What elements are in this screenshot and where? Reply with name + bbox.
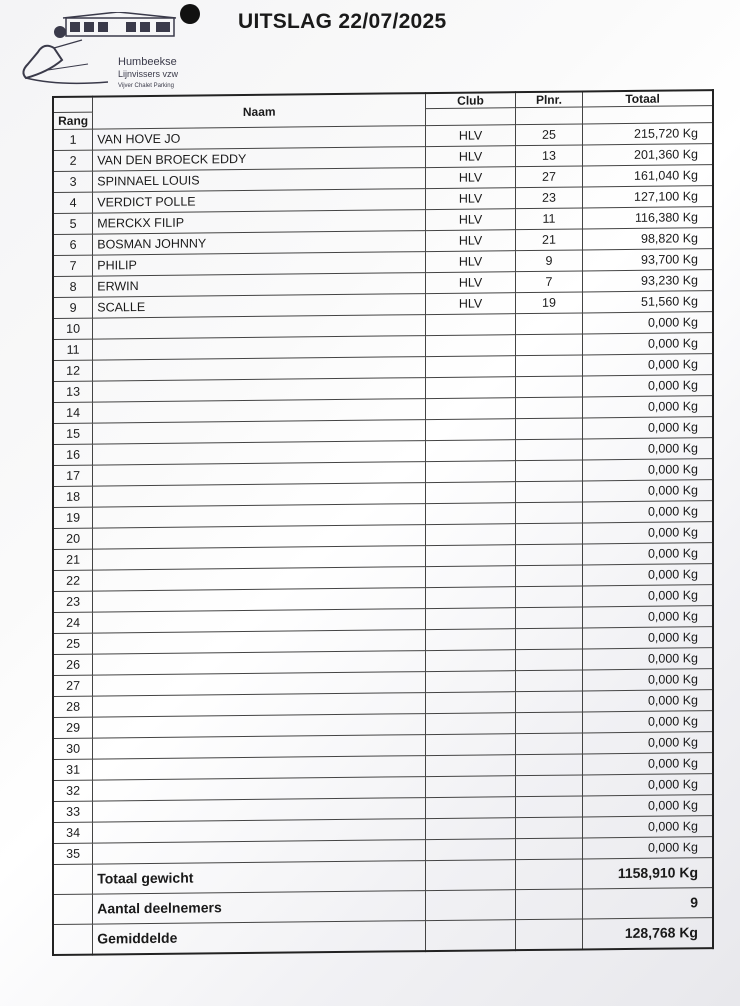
totaal-cell: 0,000 Kg: [583, 711, 713, 733]
results-table: [52, 89, 714, 956]
header-club: Club: [426, 92, 516, 108]
club-cell: [426, 818, 516, 840]
club-cell: HLV: [426, 209, 516, 231]
header-club-spacer: [426, 108, 516, 126]
naam-cell: PHILIP: [93, 252, 426, 276]
summary-body: [53, 858, 713, 955]
plnr-cell: 9: [515, 250, 582, 272]
totaal-cell: 0,000 Kg: [583, 354, 713, 376]
plnr-cell: 27: [515, 166, 582, 188]
club-cell: HLV: [426, 146, 516, 168]
plnr-cell: [515, 712, 582, 734]
plnr-cell: 25: [515, 124, 582, 146]
club-cell: [426, 650, 516, 672]
naam-cell: MERCKX FILIP: [93, 210, 426, 234]
totaal-cell: 0,000 Kg: [583, 816, 713, 838]
plnr-cell: 13: [515, 145, 582, 167]
club-cell: [426, 797, 516, 819]
naam-cell: SPINNAEL LOUIS: [93, 168, 426, 192]
logo-line-3: Vijver Chalet Parking: [118, 83, 174, 89]
plnr-cell: [515, 775, 582, 797]
rang-cell: 23: [53, 591, 93, 612]
totaal-cell: 0,000 Kg: [583, 375, 713, 397]
rang-cell: 34: [53, 822, 93, 843]
club-cell: [426, 440, 516, 462]
totaal-cell: 0,000 Kg: [583, 543, 713, 565]
plnr-cell: [515, 817, 582, 839]
rang-cell: 33: [53, 801, 93, 822]
totaal-cell: 0,000 Kg: [583, 795, 713, 817]
plnr-cell: [515, 544, 582, 566]
club-cell: [426, 335, 516, 357]
totaal-cell: 0,000 Kg: [583, 669, 713, 691]
club-cell: [426, 776, 516, 798]
totaal-cell: 93,230 Kg: [583, 270, 713, 292]
logo-text: [118, 56, 178, 92]
totaal-cell: 0,000 Kg: [583, 312, 713, 334]
totaal-cell: 51,560 Kg: [583, 291, 713, 313]
summary-spacer: [515, 919, 582, 950]
totaal-cell: 0,000 Kg: [583, 396, 713, 418]
summary-spacer: [53, 864, 93, 894]
plnr-cell: [515, 565, 582, 587]
logo-line-1: Humbeekse: [118, 56, 177, 68]
rang-cell: 7: [53, 255, 93, 276]
rang-cell: 30: [53, 738, 93, 759]
summary-value: 9: [583, 888, 713, 919]
rang-cell: 17: [53, 465, 93, 486]
totaal-cell: 93,700 Kg: [583, 249, 713, 271]
rang-cell: 20: [53, 528, 93, 549]
rang-cell: 19: [53, 507, 93, 528]
plnr-cell: [515, 607, 582, 629]
plnr-cell: [515, 418, 582, 440]
plnr-cell: [515, 355, 582, 377]
plnr-cell: [515, 796, 582, 818]
rang-cell: 25: [53, 633, 93, 654]
club-cell: [426, 524, 516, 546]
club-cell: [426, 713, 516, 735]
club-cell: [426, 482, 516, 504]
rang-cell: 28: [53, 696, 93, 717]
rang-cell: 6: [53, 234, 93, 255]
summary-label: Totaal gewicht: [93, 861, 426, 894]
summary-value: 128,768 Kg: [583, 918, 713, 950]
club-cell: HLV: [426, 188, 516, 210]
totaal-cell: 0,000 Kg: [583, 333, 713, 355]
rang-cell: 32: [53, 780, 93, 801]
club-cell: [426, 461, 516, 483]
totaal-cell: 0,000 Kg: [583, 522, 713, 544]
totaal-cell: 0,000 Kg: [583, 564, 713, 586]
header-totaal: Totaal: [583, 90, 713, 107]
rang-cell: 5: [53, 213, 93, 234]
summary-label: Aantal deelnemers: [93, 891, 426, 924]
rang-cell: 31: [53, 759, 93, 780]
club-cell: [426, 755, 516, 777]
club-cell: [426, 503, 516, 525]
header-totaal-spacer: [583, 106, 713, 124]
totaal-cell: 0,000 Kg: [583, 753, 713, 775]
plnr-cell: 23: [515, 187, 582, 209]
totaal-cell: 0,000 Kg: [583, 438, 713, 460]
header-naam: Naam: [93, 93, 426, 129]
plnr-cell: [515, 460, 582, 482]
summary-spacer: [53, 894, 93, 924]
rang-cell: 26: [53, 654, 93, 675]
club-cell: [426, 398, 516, 420]
plnr-cell: 21: [515, 229, 582, 251]
club-cell: [426, 629, 516, 651]
club-cell: [426, 734, 516, 756]
results-body: [53, 123, 713, 865]
rang-cell: 9: [53, 297, 93, 318]
summary-spacer: [426, 890, 516, 921]
plnr-cell: 7: [515, 271, 582, 293]
summary-spacer: [53, 924, 93, 955]
club-cell: [426, 587, 516, 609]
totaal-cell: 0,000 Kg: [583, 417, 713, 439]
rang-cell: 29: [53, 717, 93, 738]
plnr-cell: [515, 670, 582, 692]
totaal-cell: 0,000 Kg: [583, 774, 713, 796]
club-cell: [426, 377, 516, 399]
plnr-cell: [515, 397, 582, 419]
rang-cell: 16: [53, 444, 93, 465]
summary-value: 1158,910 Kg: [583, 858, 713, 889]
club-cell: [426, 356, 516, 378]
naam-cell: BOSMAN JOHNNY: [93, 231, 426, 255]
plnr-cell: [515, 733, 582, 755]
club-cell: [426, 671, 516, 693]
summary-spacer: [515, 889, 582, 920]
plnr-cell: [515, 376, 582, 398]
rang-cell: 2: [53, 150, 93, 171]
totaal-cell: 0,000 Kg: [583, 732, 713, 754]
club-cell: [426, 566, 516, 588]
club-cell: HLV: [426, 251, 516, 273]
page-title: UITSLAG 22/07/2025: [238, 10, 447, 33]
header-plnr: Plnr.: [515, 91, 582, 107]
plnr-cell: [515, 502, 582, 524]
rang-cell: 27: [53, 675, 93, 696]
totaal-cell: 215,720 Kg: [583, 123, 713, 145]
totaal-cell: 161,040 Kg: [583, 165, 713, 187]
club-cell: HLV: [426, 167, 516, 189]
rang-cell: 22: [53, 570, 93, 591]
naam-cell: VAN HOVE JO: [93, 126, 426, 150]
club-cell: [426, 839, 516, 861]
naam-cell: SCALLE: [93, 294, 426, 318]
rang-cell: 1: [53, 129, 93, 150]
rang-cell: 35: [53, 843, 93, 864]
totaal-cell: 0,000 Kg: [583, 627, 713, 649]
plnr-cell: [515, 628, 582, 650]
totaal-cell: 201,360 Kg: [583, 144, 713, 166]
club-cell: [426, 419, 516, 441]
rang-cell: 3: [53, 171, 93, 192]
totaal-cell: 98,820 Kg: [583, 228, 713, 250]
header-rang: Rang: [53, 112, 93, 129]
club-cell: [426, 314, 516, 336]
rang-cell: 10: [53, 318, 93, 339]
logo-line-2: Lijnvissers vzw: [118, 69, 179, 79]
summary-spacer: [426, 920, 516, 951]
totaal-cell: 116,380 Kg: [583, 207, 713, 229]
club-cell: [426, 608, 516, 630]
totaal-cell: 0,000 Kg: [583, 585, 713, 607]
summary-spacer: [515, 859, 582, 890]
plnr-cell: [515, 334, 582, 356]
club-cell: HLV: [426, 230, 516, 252]
totaal-cell: 127,100 Kg: [583, 186, 713, 208]
totaal-cell: 0,000 Kg: [583, 459, 713, 481]
rang-cell: 4: [53, 192, 93, 213]
rang-cell: 11: [53, 339, 93, 360]
totaal-cell: 0,000 Kg: [583, 690, 713, 712]
club-cell: [426, 545, 516, 567]
totaal-cell: 0,000 Kg: [583, 501, 713, 523]
club-cell: [426, 692, 516, 714]
rang-cell: 12: [53, 360, 93, 381]
plnr-cell: [515, 649, 582, 671]
summary-label: Gemiddelde: [93, 921, 426, 955]
totaal-cell: 0,000 Kg: [583, 648, 713, 670]
rang-cell: 8: [53, 276, 93, 297]
rang-cell: 15: [53, 423, 93, 444]
club-cell: HLV: [426, 293, 516, 315]
naam-cell: VERDICT POLLE: [93, 189, 426, 213]
plnr-cell: [515, 691, 582, 713]
totaal-cell: 0,000 Kg: [583, 606, 713, 628]
plnr-cell: [515, 439, 582, 461]
club-logo: [18, 12, 188, 92]
plnr-cell: [515, 754, 582, 776]
header-plnr-spacer: [515, 107, 582, 125]
rang-cell: 21: [53, 549, 93, 570]
totaal-cell: 0,000 Kg: [583, 837, 713, 859]
plnr-cell: 19: [515, 292, 582, 314]
plnr-cell: [515, 838, 582, 860]
rang-cell: 24: [53, 612, 93, 633]
naam-cell: ERWIN: [93, 273, 426, 297]
summary-spacer: [426, 860, 516, 891]
plnr-cell: 11: [515, 208, 582, 230]
summary-row: [53, 918, 713, 955]
totaal-cell: 0,000 Kg: [583, 480, 713, 502]
plnr-cell: [515, 481, 582, 503]
plnr-cell: [515, 586, 582, 608]
rang-cell: 14: [53, 402, 93, 423]
plnr-cell: [515, 313, 582, 335]
header-rang-top: [53, 97, 93, 113]
rang-cell: 18: [53, 486, 93, 507]
naam-cell: VAN DEN BROECK EDDY: [93, 147, 426, 171]
club-cell: HLV: [426, 125, 516, 147]
rang-cell: 13: [53, 381, 93, 402]
club-cell: HLV: [426, 272, 516, 294]
plnr-cell: [515, 523, 582, 545]
